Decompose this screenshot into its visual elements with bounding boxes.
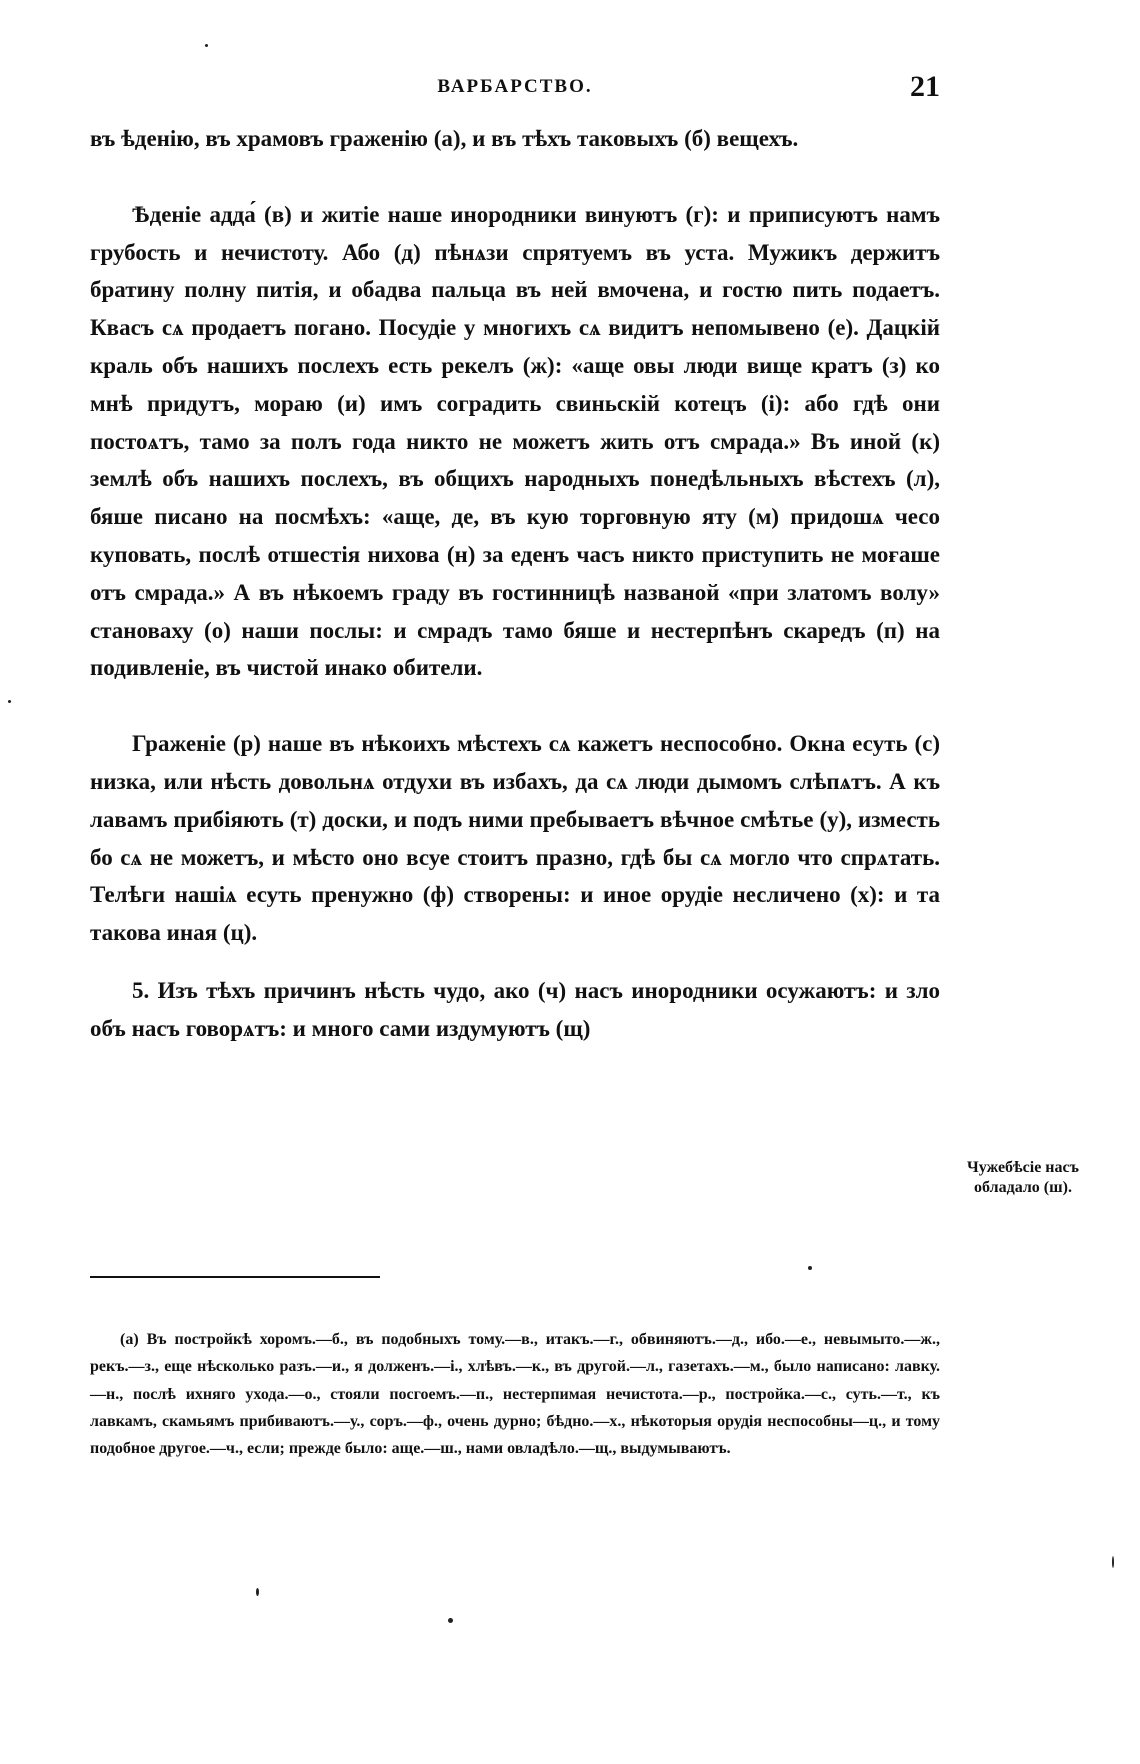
ink-speck xyxy=(808,1266,812,1270)
footnote-divider xyxy=(90,1276,380,1278)
footnote-text: (а) Въ постройкѣ хоромъ.—б., въ подобныхъ тому.—в., итакъ.—г., обвиняютъ.—д., ибо.—е., невымыто.—ж., рекъ.—з., еще нѣсколько разъ.—и., я долженъ.—і., хлѣвъ.—к., въ другой.—л., газетахъ.—м., было написано: лавку.—н., послѣ ихняго ухода.—о., стояли посгоемъ.—п., нестерпимая нечистота.—р., постройка.—с., суть.—т., къ лавкамъ, скамьямъ прибиваютъ.—у., соръ.—ф., очень дурно; бѣдно.—х., нѣкоторыя орудія неспособны—ц., и тому подобное другое.—ч., если; прежде было: аще.—ш., нами овладѣло.—щ., выдумываютъ. xyxy=(90,1331,940,1458)
paragraph-building: Граженіе (р) наше въ нѣкоихъ мѣстехъ сѧ кажетъ неспособно. Окна есуть (с) низка, или нѣсть довольнѧ отдухи въ избахъ, да сѧ люди дымомъ слѣпѧтъ. А къ лавамъ прибіяють (т) доски, и подъ ними пребываетъ вѣчное смѣтье (у), изместь бо сѧ не можетъ, и мѣсто оно всуе стоитъ празно, гдѣ бы сѧ могло что спрѧтать. Телѣги нашіѧ есуть пренужно (ф) створены: и иное орудіе несличено (х): и та такова иная (ц). xyxy=(90,731,940,946)
footnotes xyxy=(90,1326,940,1462)
ink-speck xyxy=(448,1618,453,1623)
margin-note-line: Чужебѣсіе насъ xyxy=(967,1159,1079,1176)
page-number: 21 xyxy=(910,70,940,103)
page-header xyxy=(90,70,940,110)
body-text xyxy=(90,120,940,1048)
ink-speck xyxy=(256,1588,259,1596)
running-head: ВАРБАРСТВО. xyxy=(437,76,593,97)
paragraph-section-5: 5. Изъ тѣхъ причинъ нѣсть чудо, ако (ч) насъ инородники осужаютъ: и зло объ насъ говорѧтъ: и много сами издумуютъ (щ) xyxy=(90,977,940,1041)
paragraph-eating: Ѣденіе адда́ (в) и житіе наше инородники винуютъ (г): и приписуютъ намъ грубость и нечистоту. Або (д) пѣнѧзи спрятуемъ въ уста. Мужикъ держитъ братину полну питія, и обадва пальца въ ней вмочена, и гостю пить подаетъ. Квасъ сѧ продаетъ погано. Посудіе у многихъ сѧ видитъ непомывено (е). Дацкій краль объ нашихъ послехъ есть рекелъ (ж): «аще овы люди вище кратъ (з) ко мнѣ придутъ, мораю (и) имъ соградить свиньскій котецъ (і): або гдѣ они постоѧтъ, тамо за полъ года никто не можетъ жить отъ смрада.» Въ иной (к) землѣ объ нашихъ послехъ, въ общихъ народныхъ понедѣльныхъ вѣстехъ (л), бяше писано на посмѣхъ: «аще, де, въ кую торговную яту (м) придошѧ чесо куповать, послѣ отшестія нихова (н) за еденъ часъ никто приступить не моғаше отъ смрада.» А въ нѣкоемъ граду въ гостинницѣ названой «при златомъ волу» становаху (о) наши послы: и смрадъ тамо бяше и нестерпѣнъ скаредъ (п) на подивленіе, въ чистой инако обители. xyxy=(90,201,940,681)
margin-note-line: обладало (ш). xyxy=(974,1179,1072,1196)
margin-note xyxy=(948,1158,1098,1198)
ink-speck xyxy=(205,44,208,47)
paragraph-continuation: въ ѣденію, въ храмовъ граженію (а), и въ тѣхъ таковыхъ (б) вещехъ. xyxy=(90,126,799,151)
ink-speck xyxy=(8,700,11,703)
ink-speck xyxy=(1112,1556,1114,1568)
